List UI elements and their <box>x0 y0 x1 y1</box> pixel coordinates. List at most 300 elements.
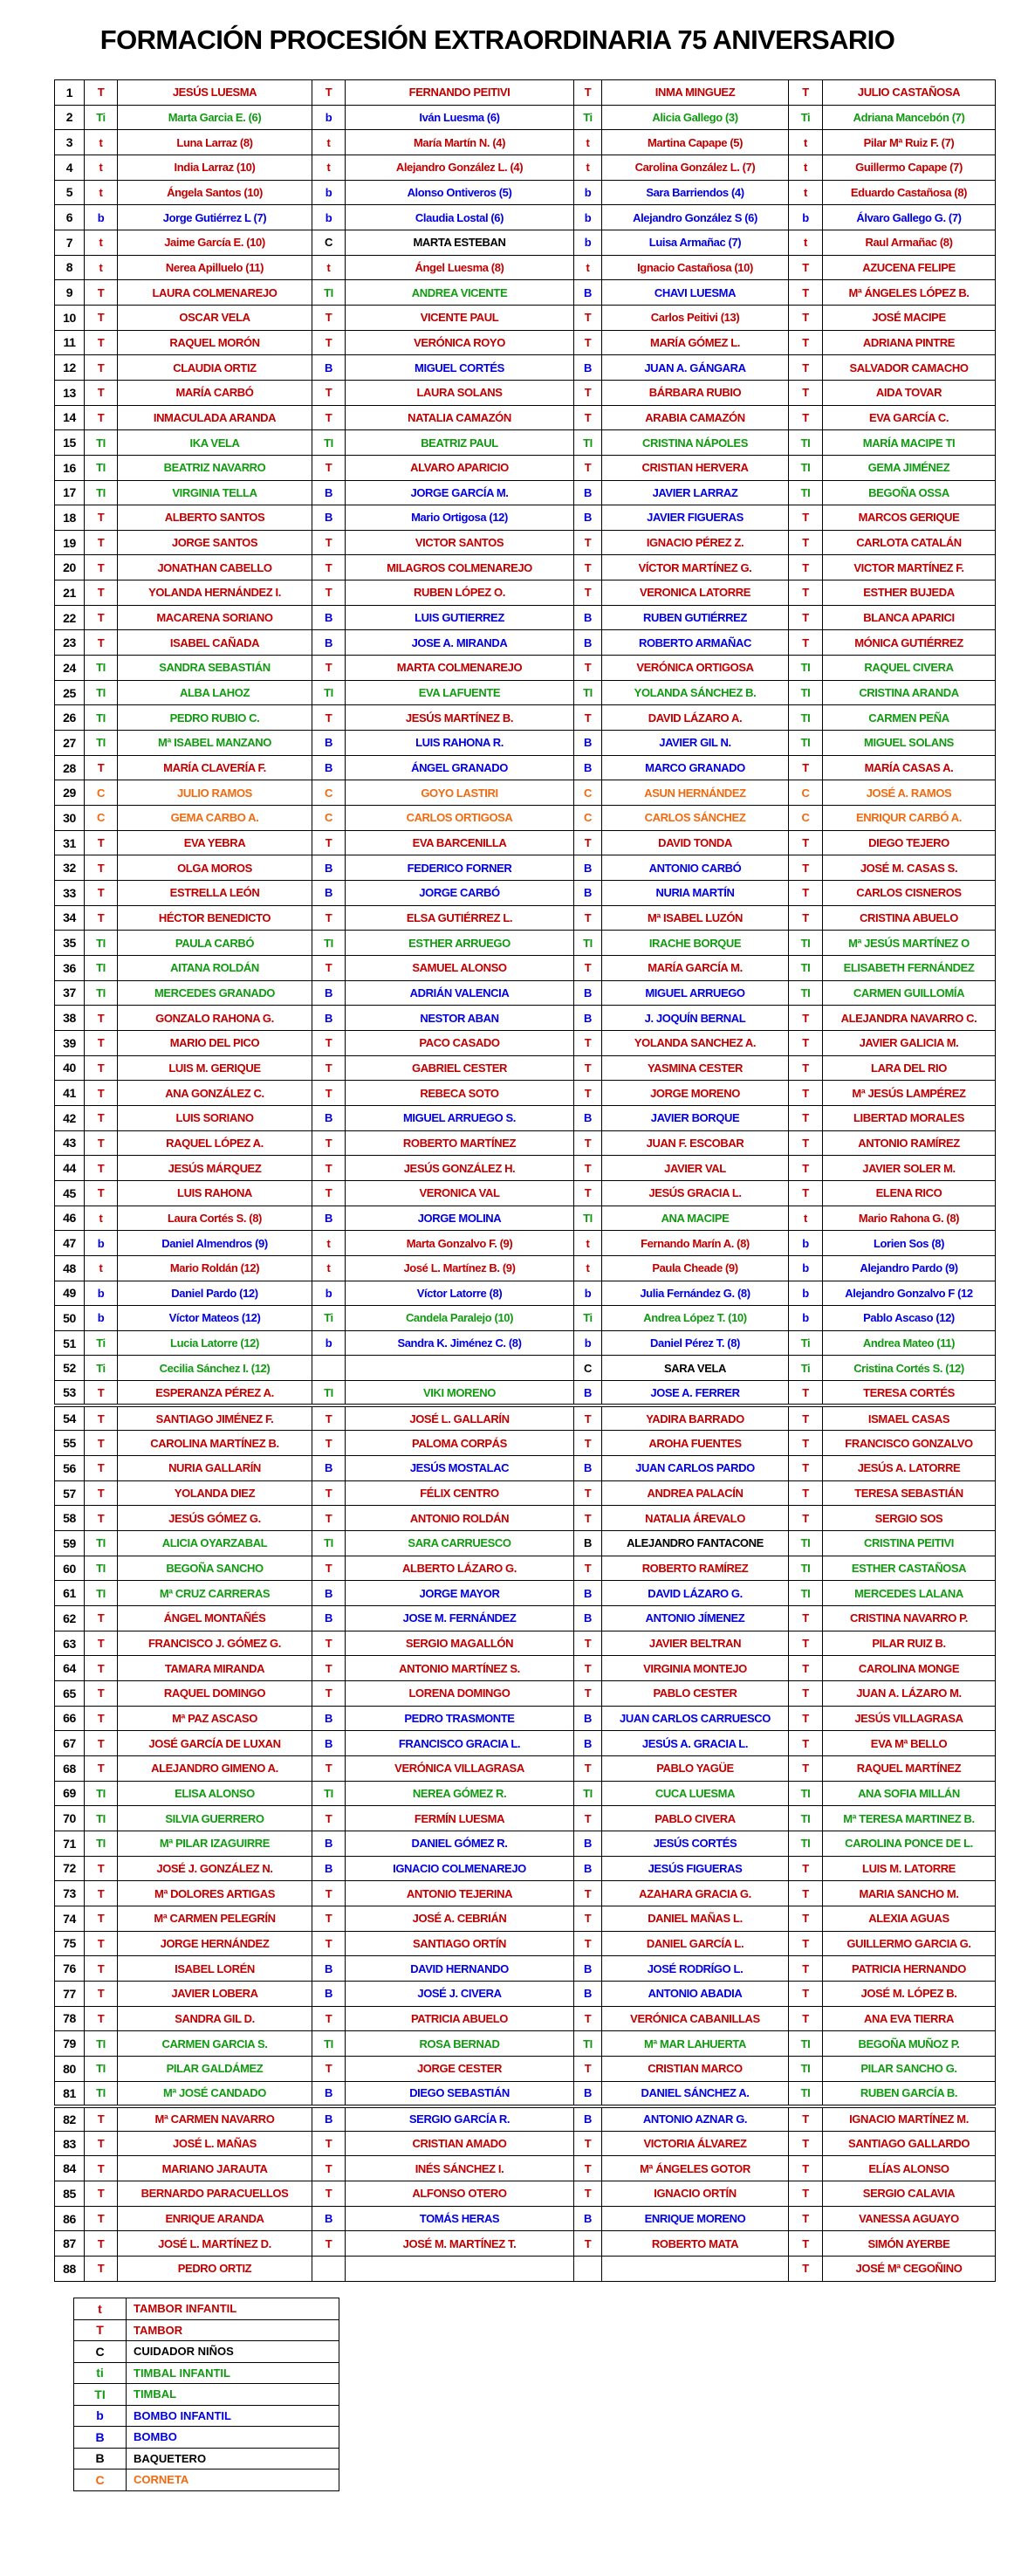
role-code: T <box>574 1030 602 1055</box>
member-name <box>346 1356 574 1381</box>
row-number: 53 <box>55 1381 85 1406</box>
row-number: 18 <box>55 505 85 531</box>
row-number: 14 <box>55 405 85 430</box>
role-code: T <box>312 2231 346 2257</box>
member-name: Iván Luesma (6) <box>346 105 574 130</box>
member-name: Ignacio Castañosa (10) <box>602 255 789 280</box>
member-name: MÓNICA GUTIÉRREZ <box>823 630 996 656</box>
member-name: Andrea López T. (10) <box>602 1306 789 1331</box>
role-code: T <box>85 1156 118 1181</box>
table-row <box>55 1231 996 1256</box>
member-name: VERÓNICA ORTIGOSA <box>602 656 789 681</box>
member-name: JUAN A. GÁNGARA <box>602 355 789 381</box>
member-name: FEDERICO FORNER <box>346 855 574 881</box>
legend-row <box>74 2298 339 2320</box>
role-code: b <box>312 180 346 205</box>
member-name: SANDRA SEBASTIÁN <box>118 656 312 681</box>
member-name: ALBERTO LÁZARO G. <box>346 1556 574 1581</box>
role-code: B <box>312 855 346 881</box>
role-code: t <box>312 155 346 180</box>
member-name: JORGE MORENO <box>602 1081 789 1106</box>
role-code: TI <box>789 430 823 456</box>
member-name: Julia Fernández G. (8) <box>602 1281 789 1306</box>
role-code: T <box>574 656 602 681</box>
member-name: ANTONIO AZNAR G. <box>602 2106 789 2132</box>
role-code: T <box>312 1480 346 1506</box>
row-number: 67 <box>55 1731 85 1756</box>
role-code: T <box>789 605 823 630</box>
member-name: Candela Paralejo (10) <box>346 1306 574 1331</box>
role-code: T <box>574 2006 602 2031</box>
member-name: MIGUEL ARRUEGO S. <box>346 1105 574 1130</box>
role-code: T <box>789 405 823 430</box>
row-number: 78 <box>55 2006 85 2031</box>
table-row <box>55 656 996 681</box>
member-name: LUIS RAHONA <box>118 1180 312 1206</box>
member-name: ELISA ALONSO <box>118 1781 312 1806</box>
member-name: OLGA MOROS <box>118 855 312 881</box>
role-code: T <box>789 2257 823 2282</box>
row-number: 25 <box>55 680 85 705</box>
role-code: b <box>789 205 823 230</box>
role-code: T <box>85 1755 118 1781</box>
role-code: TI <box>85 656 118 681</box>
member-name: MILAGROS COLMENAREJO <box>346 555 574 580</box>
member-name: JOSÉ Mª CEGOÑINO <box>823 2257 996 2282</box>
table-row <box>55 1330 996 1356</box>
role-code: B <box>312 1981 346 2006</box>
role-code: T <box>789 755 823 780</box>
row-number: 73 <box>55 1881 85 1906</box>
member-name: JOSÉ GARCÍA DE LUXAN <box>118 1731 312 1756</box>
table-row <box>55 1981 996 2006</box>
table-row <box>55 1755 996 1781</box>
role-code: T <box>789 1731 823 1756</box>
role-code: T <box>85 380 118 405</box>
row-number: 19 <box>55 530 85 555</box>
role-code: t <box>85 1255 118 1281</box>
role-code: t <box>789 230 823 255</box>
role-code: T <box>789 1856 823 1881</box>
role-code: t <box>574 1231 602 1256</box>
member-name: Andrea Mateo (11) <box>823 1330 996 1356</box>
member-name: MERCEDES GRANADO <box>118 980 312 1006</box>
role-code: B <box>312 355 346 381</box>
role-code: TI <box>789 955 823 980</box>
role-code: T <box>85 355 118 381</box>
role-code: b <box>789 1231 823 1256</box>
table-row <box>55 931 996 956</box>
member-name: YOLANDA HERNÁNDEZ I. <box>118 580 312 606</box>
role-code: T <box>85 505 118 531</box>
table-row <box>55 2206 996 2231</box>
table-row <box>55 2181 996 2207</box>
member-name: ÁNGEL GRANADO <box>346 755 574 780</box>
table-row <box>55 1180 996 1206</box>
role-code: TI <box>85 1806 118 1831</box>
member-name: Alejandro Gonzalvo F (12 <box>823 1281 996 1306</box>
member-name: ANTONIO ROLDÁN <box>346 1506 574 1531</box>
table-row <box>55 205 996 230</box>
table-row <box>55 2106 996 2132</box>
member-name: MARCOS GERIQUE <box>823 505 996 531</box>
role-code: TI <box>789 731 823 756</box>
table-row <box>55 1556 996 1581</box>
member-name: Mª JESÚS LAMPÉREZ <box>823 1081 996 1106</box>
member-name: SIMÓN AYERBE <box>823 2231 996 2257</box>
role-code: T <box>312 580 346 606</box>
role-code: b <box>789 1281 823 1306</box>
table-row <box>55 155 996 180</box>
role-code: T <box>574 530 602 555</box>
role-code: t <box>574 255 602 280</box>
member-name: SERGIO CALAVIA <box>823 2181 996 2207</box>
role-code: T <box>789 1130 823 1156</box>
legend-row <box>74 2427 339 2449</box>
role-code: T <box>574 1431 602 1456</box>
member-name: JESÚS A. GRACIA L. <box>602 1731 789 1756</box>
member-name: JOSÉ M. LÓPEZ B. <box>823 1981 996 2006</box>
role-code: B <box>312 2106 346 2132</box>
role-code: t <box>574 155 602 180</box>
role-code: T <box>574 1681 602 1707</box>
role-code: TI <box>789 2081 823 2106</box>
member-name: AZUCENA FELIPE <box>823 255 996 280</box>
role-code: B <box>312 1606 346 1631</box>
member-name: FERMÍN LUESMA <box>346 1806 574 1831</box>
role-code: T <box>312 830 346 855</box>
member-name: RUBEN LÓPEZ O. <box>346 580 574 606</box>
table-row <box>55 780 996 806</box>
row-number: 69 <box>55 1781 85 1806</box>
role-code: T <box>312 1806 346 1831</box>
member-name: JOSÉ M. CASAS S. <box>823 855 996 881</box>
role-code: t <box>85 230 118 255</box>
legend-code: C <box>74 2470 127 2491</box>
member-name: Mario Ortigosa (12) <box>346 505 574 531</box>
role-code: T <box>312 2056 346 2081</box>
role-code: T <box>789 1105 823 1130</box>
member-name: JAVIER SOLER M. <box>823 1156 996 1181</box>
role-code: T <box>574 305 602 330</box>
table-row <box>55 1255 996 1281</box>
member-name: PACO CASADO <box>346 1030 574 1055</box>
row-number: 55 <box>55 1431 85 1456</box>
table-row <box>55 1931 996 1956</box>
member-name: LUIS M. LATORRE <box>823 1856 996 1881</box>
table-row <box>55 1806 996 1831</box>
role-code: TI <box>85 2056 118 2081</box>
member-name: Mª DOLORES ARTIGAS <box>118 1881 312 1906</box>
member-name: FRANCISCO J. GÓMEZ G. <box>118 1631 312 1656</box>
role-code: T <box>789 1656 823 1681</box>
role-code: T <box>85 80 118 106</box>
role-code: C <box>85 806 118 831</box>
role-code: T <box>789 2181 823 2207</box>
role-code: T <box>85 1480 118 1506</box>
table-row <box>55 1156 996 1181</box>
member-name: Mª JESÚS MARTÍNEZ O <box>823 931 996 956</box>
role-code: T <box>85 1381 118 1406</box>
row-number: 13 <box>55 380 85 405</box>
member-name: CUCA LUESMA <box>602 1781 789 1806</box>
role-code: T <box>574 380 602 405</box>
role-code: T <box>789 1906 823 1931</box>
member-name: PATRICIA HERNANDO <box>823 1956 996 1982</box>
role-code: T <box>789 380 823 405</box>
role-code: C <box>85 780 118 806</box>
role-code: T <box>574 1130 602 1156</box>
member-name: GONZALO RAHONA G. <box>118 1006 312 1031</box>
role-code: B <box>312 1456 346 1481</box>
row-number: 42 <box>55 1105 85 1130</box>
member-name: INMA MINGUEZ <box>602 80 789 106</box>
member-name: TERESA CORTÉS <box>823 1381 996 1406</box>
role-code: T <box>85 1706 118 1731</box>
member-name: JORGE HERNÁNDEZ <box>118 1931 312 1956</box>
member-name: MARIO DEL PICO <box>118 1030 312 1055</box>
member-name: ALEXIA AGUAS <box>823 1906 996 1931</box>
role-code: B <box>312 505 346 531</box>
member-name: ANTONIO JÍMENEZ <box>602 1606 789 1631</box>
legend-label: BAQUETERO <box>127 2448 339 2470</box>
table-row <box>55 1456 996 1481</box>
member-name: IGNACIO COLMENAREJO <box>346 1856 574 1881</box>
member-name: ISMAEL CASAS <box>823 1405 996 1431</box>
role-code: T <box>789 2106 823 2132</box>
role-code: TI <box>312 2031 346 2057</box>
member-name: EVA BARCENILLA <box>346 830 574 855</box>
member-name: CLAUDIA ORTIZ <box>118 355 312 381</box>
role-code: B <box>312 1206 346 1231</box>
member-name: VERONICA LATORRE <box>602 580 789 606</box>
member-name: JOSÉ L. MARTÍNEZ D. <box>118 2231 312 2257</box>
member-name: FRANCISCO GRACIA L. <box>346 1731 574 1756</box>
member-name: IKA VELA <box>118 430 312 456</box>
row-number: 87 <box>55 2231 85 2257</box>
member-name: SALVADOR CAMACHO <box>823 355 996 381</box>
member-name: MACARENA SORIANO <box>118 605 312 630</box>
role-code: t <box>574 1255 602 1281</box>
role-code: T <box>574 2181 602 2207</box>
table-row <box>55 1506 996 1531</box>
member-name: BLANCA APARICI <box>823 605 996 630</box>
member-name: RUBEN GARCÍA B. <box>823 2081 996 2106</box>
member-name: JUAN CARLOS CARRUESCO <box>602 1706 789 1731</box>
member-name: SERGIO GARCÍA R. <box>346 2106 574 2132</box>
role-code: T <box>574 555 602 580</box>
role-code: Ti <box>574 105 602 130</box>
member-name: ANTONIO MARTÍNEZ S. <box>346 1656 574 1681</box>
role-code: B <box>574 630 602 656</box>
row-number: 1 <box>55 80 85 106</box>
role-code: T <box>789 1606 823 1631</box>
member-name: Álvaro Gallego G. (7) <box>823 205 996 230</box>
table-row <box>55 1831 996 1856</box>
member-name: ESPERANZA PÉREZ A. <box>118 1381 312 1406</box>
row-number: 5 <box>55 180 85 205</box>
table-row <box>55 1081 996 1106</box>
role-code: T <box>85 630 118 656</box>
member-name: DAVID TONDA <box>602 830 789 855</box>
member-name: CRISTINA NÁPOLES <box>602 430 789 456</box>
member-name: DIEGO TEJERO <box>823 830 996 855</box>
role-code: C <box>312 780 346 806</box>
role-code: B <box>312 1105 346 1130</box>
legend-table <box>73 2298 339 2491</box>
member-name: RAQUEL CIVERA <box>823 656 996 681</box>
table-row <box>55 255 996 280</box>
member-name: TERESA SEBASTIÁN <box>823 1480 996 1506</box>
row-number: 88 <box>55 2257 85 2282</box>
role-code: T <box>312 2156 346 2181</box>
member-name: JOSÉ L. GALLARÍN <box>346 1405 574 1431</box>
member-name: REBECA SOTO <box>346 1081 574 1106</box>
row-number: 54 <box>55 1405 85 1431</box>
member-name: JAVIER VAL <box>602 1156 789 1181</box>
role-code: T <box>789 830 823 855</box>
row-number: 77 <box>55 1981 85 2006</box>
role-code: T <box>85 2156 118 2181</box>
member-name: DAVID HERNANDO <box>346 1956 574 1982</box>
member-name: YOLANDA SANCHEZ A. <box>602 1030 789 1055</box>
legend-code: ti <box>74 2362 127 2384</box>
member-name: PATRICIA ABUELO <box>346 2006 574 2031</box>
row-number: 17 <box>55 480 85 505</box>
role-code: T <box>85 830 118 855</box>
role-code: B <box>574 1105 602 1130</box>
role-code: T <box>574 1081 602 1106</box>
member-name: JAVIER GIL N. <box>602 731 789 756</box>
member-name: CRISTINA ARANDA <box>823 680 996 705</box>
role-code: Ti <box>789 105 823 130</box>
role-code: TI <box>85 2081 118 2106</box>
member-name: CRISTINA PEITIVI <box>823 1531 996 1556</box>
member-name: MARÍA GÓMEZ L. <box>602 330 789 355</box>
role-code: T <box>85 605 118 630</box>
row-number: 58 <box>55 1506 85 1531</box>
role-code: t <box>789 155 823 180</box>
role-code: B <box>312 1581 346 1606</box>
table-row <box>55 2081 996 2106</box>
member-name: ALVARO APARICIO <box>346 455 574 480</box>
member-name: Fernando Marín A. (8) <box>602 1231 789 1256</box>
member-name: Alejandro González L. (4) <box>346 155 574 180</box>
role-code: T <box>789 330 823 355</box>
role-code: T <box>789 80 823 106</box>
table-row <box>55 1206 996 1231</box>
role-code: B <box>574 1381 602 1406</box>
member-name: SARA VELA <box>602 1356 789 1381</box>
role-code: T <box>85 1506 118 1531</box>
legend-label: TIMBAL INFANTIL <box>127 2362 339 2384</box>
member-name: RAQUEL MORÓN <box>118 330 312 355</box>
table-row <box>55 180 996 205</box>
member-name: Martina Capape (5) <box>602 130 789 155</box>
member-name: Marta Garcia E. (6) <box>118 105 312 130</box>
member-name: BEGOÑA MUÑOZ P. <box>823 2031 996 2057</box>
table-row <box>55 705 996 731</box>
role-code: b <box>574 1330 602 1356</box>
row-number: 57 <box>55 1480 85 1506</box>
role-code: T <box>312 905 346 931</box>
role-code: TI <box>789 2031 823 2057</box>
role-code: B <box>574 1581 602 1606</box>
member-name: JOSE A. FERRER <box>602 1381 789 1406</box>
member-name: EVA GARCÍA C. <box>823 405 996 430</box>
member-name: JESÚS VILLAGRASA <box>823 1706 996 1731</box>
member-name: ANDREA PALACÍN <box>602 1480 789 1506</box>
role-code: TI <box>789 1581 823 1606</box>
member-name: PABLO YAGÜE <box>602 1755 789 1781</box>
table-row <box>55 2131 996 2156</box>
member-name: HÉCTOR BENEDICTO <box>118 905 312 931</box>
member-name: PEDRO RUBIO C. <box>118 705 312 731</box>
member-name: PILAR GALDÁMEZ <box>118 2056 312 2081</box>
row-number: 83 <box>55 2131 85 2156</box>
legend-row <box>74 2405 339 2427</box>
row-number: 44 <box>55 1156 85 1181</box>
member-name: GABRIEL CESTER <box>346 1055 574 1081</box>
table-row <box>55 1405 996 1431</box>
role-code: T <box>789 1156 823 1181</box>
row-number: 84 <box>55 2156 85 2181</box>
member-name: JOSE M. FERNÁNDEZ <box>346 1606 574 1631</box>
row-number: 51 <box>55 1330 85 1356</box>
role-code: b <box>574 1281 602 1306</box>
member-name: JORGE SANTOS <box>118 530 312 555</box>
role-code: T <box>789 305 823 330</box>
member-name: TOMÁS HERAS <box>346 2206 574 2231</box>
member-name: India Larraz (10) <box>118 155 312 180</box>
table-row <box>55 1781 996 1806</box>
row-number: 20 <box>55 555 85 580</box>
member-name: FÉLIX CENTRO <box>346 1480 574 1506</box>
role-code: T <box>312 1755 346 1781</box>
role-code: T <box>85 1631 118 1656</box>
member-name: JAVIER BELTRAN <box>602 1631 789 1656</box>
role-code: T <box>85 580 118 606</box>
row-number: 48 <box>55 1255 85 1281</box>
role-code: T <box>574 1881 602 1906</box>
member-name: DAVID LÁZARO G. <box>602 1581 789 1606</box>
role-code: T <box>574 2156 602 2181</box>
member-name: ROBERTO ARMAÑAC <box>602 630 789 656</box>
member-name: JULIO RAMOS <box>118 780 312 806</box>
role-code: B <box>574 881 602 906</box>
member-name: ESTRELLA LEÓN <box>118 881 312 906</box>
member-name: CRISTIAN HERVERA <box>602 455 789 480</box>
role-code: B <box>574 280 602 306</box>
role-code: T <box>574 905 602 931</box>
member-name: JAVIER FIGUERAS <box>602 505 789 531</box>
role-code: T <box>789 630 823 656</box>
member-name: NESTOR ABAN <box>346 1006 574 1031</box>
role-code: T <box>85 1405 118 1431</box>
role-code: T <box>85 405 118 430</box>
table-row <box>55 380 996 405</box>
role-code: b <box>574 180 602 205</box>
role-code: T <box>312 380 346 405</box>
row-number: 7 <box>55 230 85 255</box>
role-code: T <box>312 1431 346 1456</box>
member-name: Daniel Almendros (9) <box>118 1231 312 1256</box>
member-name: María Martín N. (4) <box>346 130 574 155</box>
table-row <box>55 330 996 355</box>
member-name: Lucia Latorre (12) <box>118 1330 312 1356</box>
role-code: T <box>85 1956 118 1982</box>
member-name: CARMEN GUILLOMÍA <box>823 980 996 1006</box>
